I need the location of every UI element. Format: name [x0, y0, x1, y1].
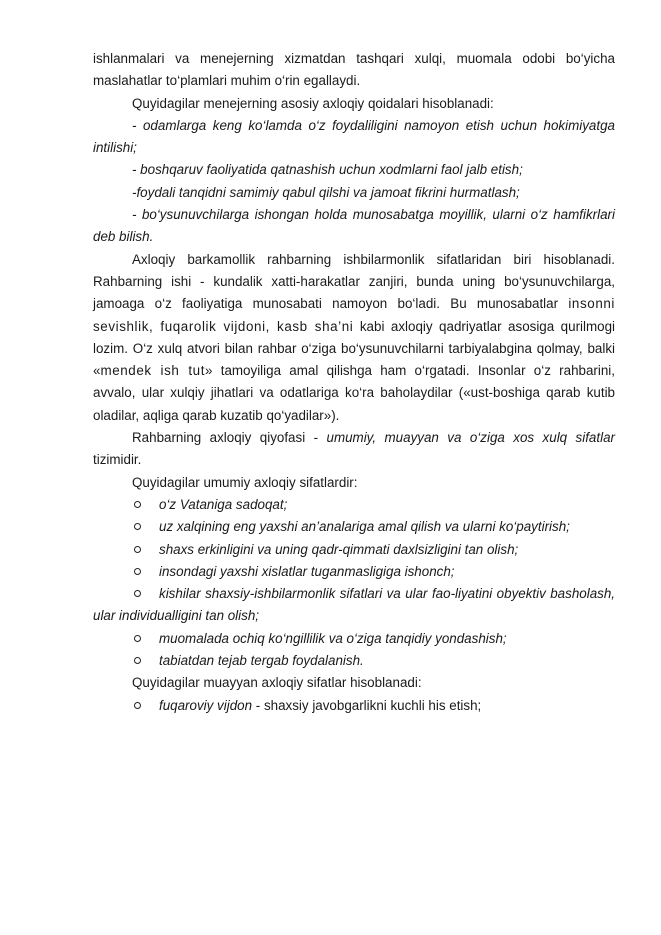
bullet-icon	[134, 501, 141, 508]
list-item-term: fuqaroviy vijdon	[159, 697, 253, 713]
bullet-icon	[134, 702, 141, 709]
document-page	[93, 48, 615, 717]
emphasis-principle: mendek ish tut	[100, 363, 206, 379]
emphasis-values: insonni sevishlik, fuqarolik vijdoni, kasb sha’ni	[93, 296, 615, 334]
list-item	[93, 539, 615, 561]
list-item	[93, 561, 615, 583]
paragraph-rules-heading: Quyidagilar menejerning asosiy axloqiy qoidalari hisoblanadi:	[132, 95, 494, 111]
paragraph-moral-image	[93, 427, 615, 472]
text-run: tizimidir.	[93, 452, 142, 468]
bullet-icon	[134, 523, 141, 530]
list-item	[93, 494, 615, 516]
bullet-icon	[134, 635, 141, 642]
bullet-icon	[134, 546, 141, 553]
paragraph-general-heading: Quyidagilar umumiy axloqiy sifatlardir:	[132, 474, 358, 490]
text-run: Rahbarning axloqiy qiyofasi -	[132, 430, 327, 446]
rule-item: - odamlarga keng ko‘lamda o‘z foydaliligini namoyon etish uchun hokimiyatga intilishi;	[93, 117, 615, 156]
list-item	[93, 516, 615, 538]
list-item-text: uz xalqining eng yaxshi an’analariga amal qilish va ularni ko‘paytirish;	[159, 519, 570, 535]
rule-item: -foydali tanqidni samimiy qabul qilshi va jamoat fikrini hurmatlash;	[132, 184, 520, 200]
paragraph-specific-heading: Quyidagilar muayyan axloqiy sifatlar hisoblanadi:	[132, 675, 422, 691]
paragraph-moral-perfection	[93, 249, 615, 427]
list-item	[93, 650, 615, 672]
bullet-icon	[134, 568, 141, 575]
list-item-text: kishilar shaxsiy-ishbilarmonlik sifatlari va ular fao-liyatini obyektiv basholash, ular individualligini tan olish;	[93, 586, 615, 624]
list-item-text: insondagi yaxshi xislatlar tuganmasligiga ishonch;	[159, 563, 455, 579]
bullet-icon	[134, 657, 141, 664]
emphasis-qualities: umumiy, muayyan va o‘ziga xos xulq sifatlar	[326, 430, 615, 446]
list-item	[93, 583, 615, 628]
text-run: » tamoyiliga amal qilishga ham o‘rgatadi. Insonlar o‘z rahbarini, avvalo, ular xulqiy jihatlari va odatlariga ko‘ra baholaydilar («ust-boshiga qarab kutib oladilar, aqliga qarab kuzatib qo‘yadilar»).	[93, 363, 615, 423]
paragraph-intro-continued: ishlanmalari va menejerning xizmatdan tashqari xulqi, muomala odobi bo‘yicha maslahatlar to‘plamlari muhim o‘rin egallaydi.	[93, 51, 615, 89]
list-item-text: shaxs erkinligini va uning qadr-qimmati daxlsizligini tan olish;	[159, 541, 519, 557]
rule-item: - bo‘ysunuvchilarga ishongan holda munosabatga moyillik, ularni o‘z hamfikrlari deb bilish.	[93, 207, 615, 245]
bullet-icon	[134, 590, 141, 597]
list-item-text: muomalada ochiq ko‘ngillilik va o‘ziga tanqidiy yondashish;	[159, 630, 507, 646]
list-item	[93, 695, 615, 717]
text-run: kabi axloqiy qadriyatlar asosiga qurilmogi lozim. O‘z xulq atvori bilan rahbar o‘ziga bo‘ysunuvchilarni tarbiyalabgina qolmay, balki «	[93, 318, 616, 379]
list-item-text: o‘z Vataniga sadoqat;	[159, 496, 288, 512]
list-item-text: - shaxsiy javobgarlikni kuchli his etish;	[252, 697, 482, 713]
list-item-text: tabiatdan tejab tergab foydalanish.	[159, 653, 364, 669]
text-run: Axloqiy barkamollik rahbarning ishbilarmonlik sifatlaridan biri hisoblanadi. Rahbarning ishi - kundalik xatti-harakatlar zanjiri, bunda uning bo‘ysunuvchilarga, jamoaga o‘z faoliyatiga munosabati namoyon bo‘ladi. Bu munosabatlar	[93, 251, 615, 312]
list-item	[93, 628, 615, 650]
rule-item: - boshqaruv faoliyatida qatnashish uchun xodmlarni faol jalb etish;	[132, 162, 523, 178]
